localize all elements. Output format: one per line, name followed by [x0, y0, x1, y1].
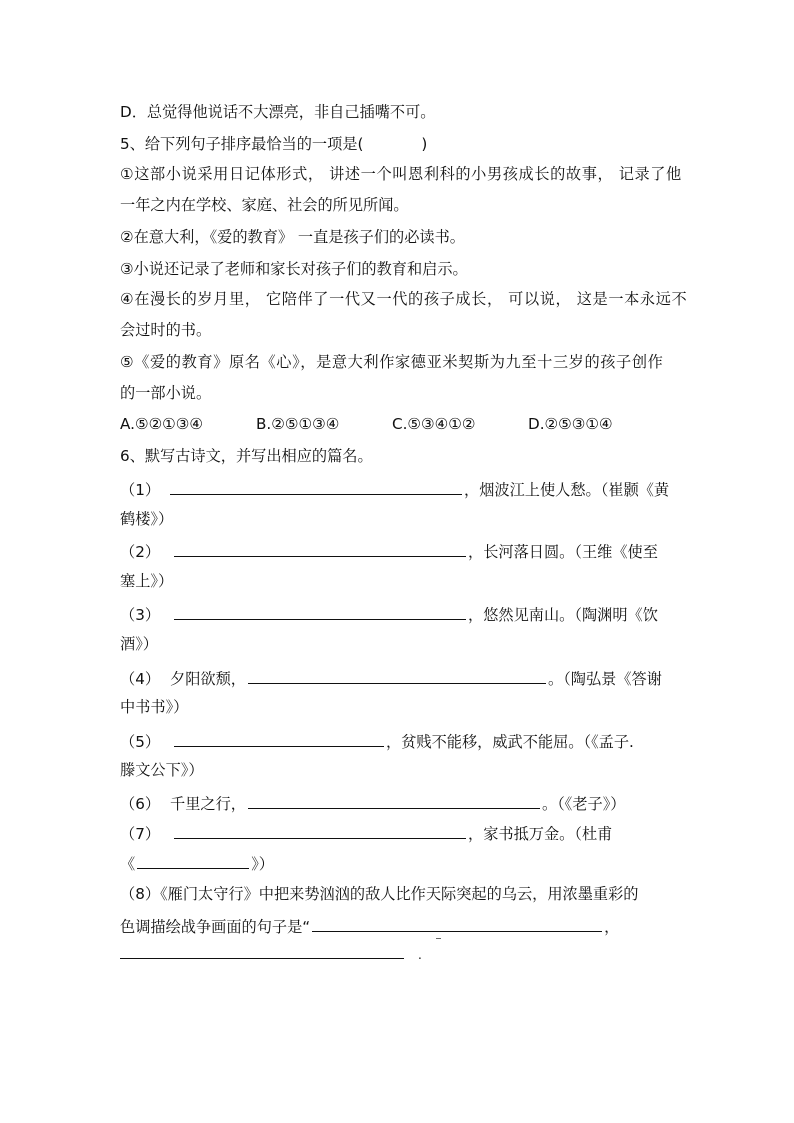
q6-item-8-prefix: 色调描绘战争画面的句子是“	[120, 918, 311, 936]
q6-item-8-end-dot: .	[418, 948, 422, 962]
q6-item-7-title-blank[interactable]	[137, 852, 249, 869]
q6-item-8-blank-2[interactable]	[120, 958, 404, 959]
q6-item-1-text: ，烟波江上使人愁。（崔颢《黄	[464, 481, 670, 499]
q6-item-3-number: （3）	[120, 606, 161, 624]
q5-stem	[120, 134, 427, 154]
q6-item-2-text: ，长河落日圆。（王维《使至	[468, 543, 658, 561]
q6-item-5-blank[interactable]	[174, 730, 384, 747]
q5-sentence-1: ①这部小说采用日记体形式， 讲述一个叫恩利科的小男孩成长的故事， 记录了他	[120, 165, 682, 183]
q6-item-2-cont: 塞上》）	[120, 572, 174, 590]
q6-item-1	[120, 478, 669, 500]
q5-sentence-5: ⑤《爱的教育》原名《心》，是意大利作家德亚米契斯为九至十三岁的孩子创作	[120, 353, 664, 371]
q5-option-b[interactable]: B.②⑤①③④	[256, 415, 340, 433]
q5-option-a[interactable]: A.⑤②①③④	[120, 415, 204, 433]
q6-item-7-cont	[120, 852, 274, 874]
q6-item-6-prefix: 千里之行，	[170, 795, 246, 813]
q5-option-c[interactable]: C.⑤③④①②	[392, 415, 476, 433]
q6-item-8: （8）《雁门太守行》中把来势汹汹的敌人比作天际突起的乌云，用浓墨重彩的	[120, 885, 639, 903]
q6-item-2-number: （2）	[120, 543, 161, 561]
q5-sentence-2: ②在意大利，《爱的教育》 一直是孩子们的必读书。	[120, 228, 465, 246]
q6-item-7-blank[interactable]	[174, 822, 466, 839]
q6-item-7-title-close: 》）	[251, 855, 274, 873]
q6-item-3-text: ，悠然见南山。（陶渊明《饮	[468, 606, 658, 624]
q6-item-4-text: 。（陶弘景《答谢	[547, 670, 662, 688]
q6-item-6-number: （6）	[120, 795, 161, 813]
q5-options	[120, 414, 613, 434]
q6-item-7-number: （7）	[120, 825, 161, 843]
q5-sentence-1-cont: 一年之内在学校、家庭、社会的所见所闻。	[120, 196, 409, 214]
q6-item-1-blank[interactable]	[170, 478, 462, 495]
q6-item-7-text: ，家书抵万金。（杜甫	[468, 825, 613, 843]
q6-item-2	[120, 540, 658, 562]
q6-item-1-cont: 鹤楼》）	[120, 510, 174, 528]
q6-item-4-cont: 中书书》）	[120, 698, 189, 716]
q5-sentence-3: ③小说还记录了老师和家长对孩子们的教育和启示。	[120, 260, 468, 278]
q6-item-8-cont	[120, 915, 619, 937]
q6-stem: 6、默写古诗文，并写出相应的篇名。	[120, 447, 373, 465]
q6-item-5	[120, 730, 634, 752]
q5-stem-text: 5、给下列句子排序最恰当的一项是(	[120, 135, 364, 153]
q6-item-6-text: 。（《老子》）	[541, 795, 626, 813]
q6-item-6-blank[interactable]	[248, 792, 540, 809]
q5-option-d[interactable]: D.②⑤③①④	[528, 415, 613, 433]
q6-item-7	[120, 822, 612, 844]
q6-item-4-blank[interactable]	[248, 667, 546, 684]
q6-item-3	[120, 603, 658, 625]
q4-option-d: D．总觉得他说话不大漂亮，非自己插嘴不可。	[120, 103, 436, 121]
q5-sentence-5-cont: 的一部小说。	[120, 384, 212, 402]
q6-item-2-blank[interactable]	[174, 540, 466, 557]
q6-item-6	[120, 792, 626, 814]
q6-item-7-title-open: 《	[120, 855, 136, 873]
q5-stem-close: )	[421, 135, 428, 153]
q6-item-5-text: ，贫贱不能移，威武不能屈。（《孟子.	[386, 733, 634, 751]
q6-item-4-prefix: 夕阳欲颓，	[170, 670, 246, 688]
q5-sentence-4: ④在漫长的岁月里， 它陪伴了一代又一代的孩子成长， 可以说， 这是一本永远不	[120, 290, 688, 308]
q5-sentence-4-cont: 会过时的书。	[120, 321, 212, 339]
q6-item-5-number: （5）	[120, 733, 161, 751]
q6-item-3-cont: 酒》）	[120, 635, 158, 653]
q6-item-8-blank-1[interactable]	[312, 915, 602, 932]
stray-mark	[436, 938, 441, 939]
q6-item-4	[120, 667, 662, 689]
q6-item-5-cont: 滕文公下》）	[120, 761, 204, 779]
q6-item-4-number: （4）	[120, 670, 161, 688]
q6-item-1-number: （1）	[120, 481, 161, 499]
q6-item-3-blank[interactable]	[174, 603, 466, 620]
q6-item-8-comma: ，	[604, 918, 620, 936]
